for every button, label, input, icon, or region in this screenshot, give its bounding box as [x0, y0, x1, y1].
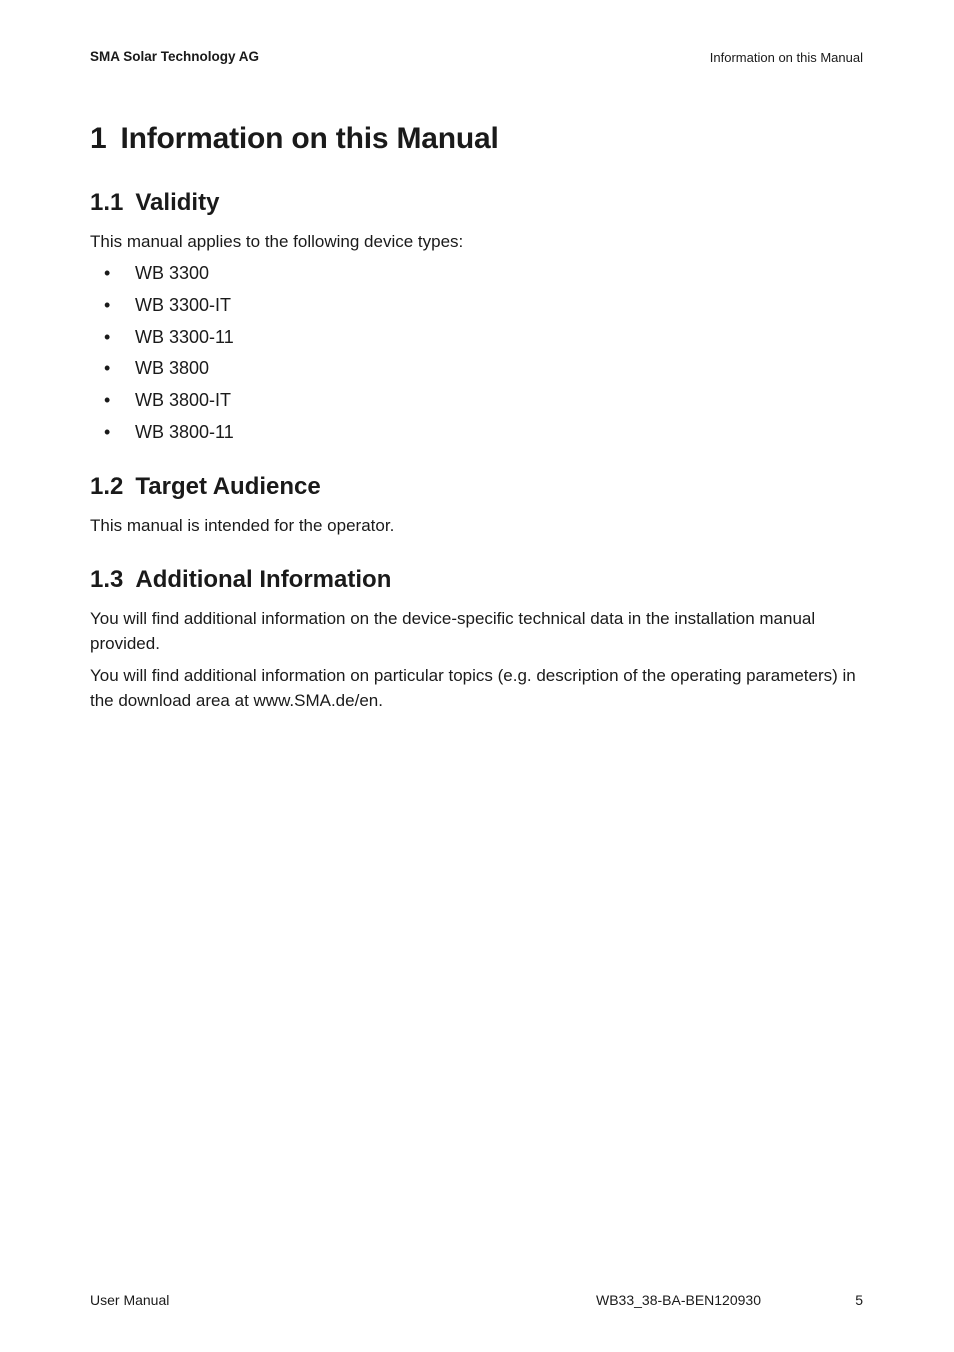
additional-info-paragraph-1: You will find additional information on the device-specific technical data in the installation manual provided.	[90, 609, 816, 653]
section-number: 1.3	[90, 566, 124, 593]
footer-doc-type: User Manual	[90, 1292, 170, 1308]
bullet-icon: •	[104, 358, 111, 379]
device-type: WB 3300-IT	[135, 294, 232, 315]
chapter-title-text: Information on this Manual	[120, 122, 499, 155]
bullet-icon: •	[104, 263, 111, 283]
section-title-text: Target Audience	[135, 473, 321, 500]
device-type: WB 3300	[135, 263, 210, 283]
section-number: 1.2	[90, 473, 124, 500]
validity-intro: This manual applies to the following device types:	[90, 232, 464, 251]
footer-doc-id: WB33_38-BA-BEN120930	[596, 1292, 761, 1308]
section-title-text: Validity	[135, 189, 220, 216]
bullet-icon: •	[104, 326, 111, 347]
page-number: 5	[855, 1292, 863, 1308]
device-type: WB 3300-11	[135, 326, 234, 347]
section-heading-validity	[90, 189, 219, 217]
header-company: SMA Solar Technology AG	[90, 49, 260, 64]
header-section-title: Information on this Manual	[709, 50, 863, 65]
list-item	[90, 292, 234, 324]
list-item	[90, 419, 234, 451]
section-title-text: Additional Information	[135, 566, 392, 593]
chapter-number: 1	[90, 122, 107, 155]
device-type: WB 3800-11	[135, 421, 234, 442]
bullet-icon: •	[104, 421, 111, 442]
device-type: WB 3800-IT	[135, 390, 232, 411]
section-heading-additional-information	[90, 566, 391, 594]
section-number: 1.1	[90, 189, 124, 216]
bullet-icon: •	[104, 390, 111, 411]
target-audience-text: This manual is intended for the operator.	[90, 516, 395, 535]
device-type-list	[90, 260, 234, 451]
list-item	[90, 260, 234, 292]
device-type: WB 3800	[135, 358, 210, 379]
list-item	[90, 324, 234, 356]
list-item	[90, 387, 234, 419]
list-item	[90, 355, 234, 387]
chapter-title	[90, 122, 499, 156]
additional-info-paragraph-2: You will find additional information on particular topics (e.g. description of the operating parameters) in the download area at www.SMA.de/en.	[90, 666, 856, 710]
bullet-icon: •	[104, 294, 111, 315]
section-heading-target-audience	[90, 473, 321, 501]
